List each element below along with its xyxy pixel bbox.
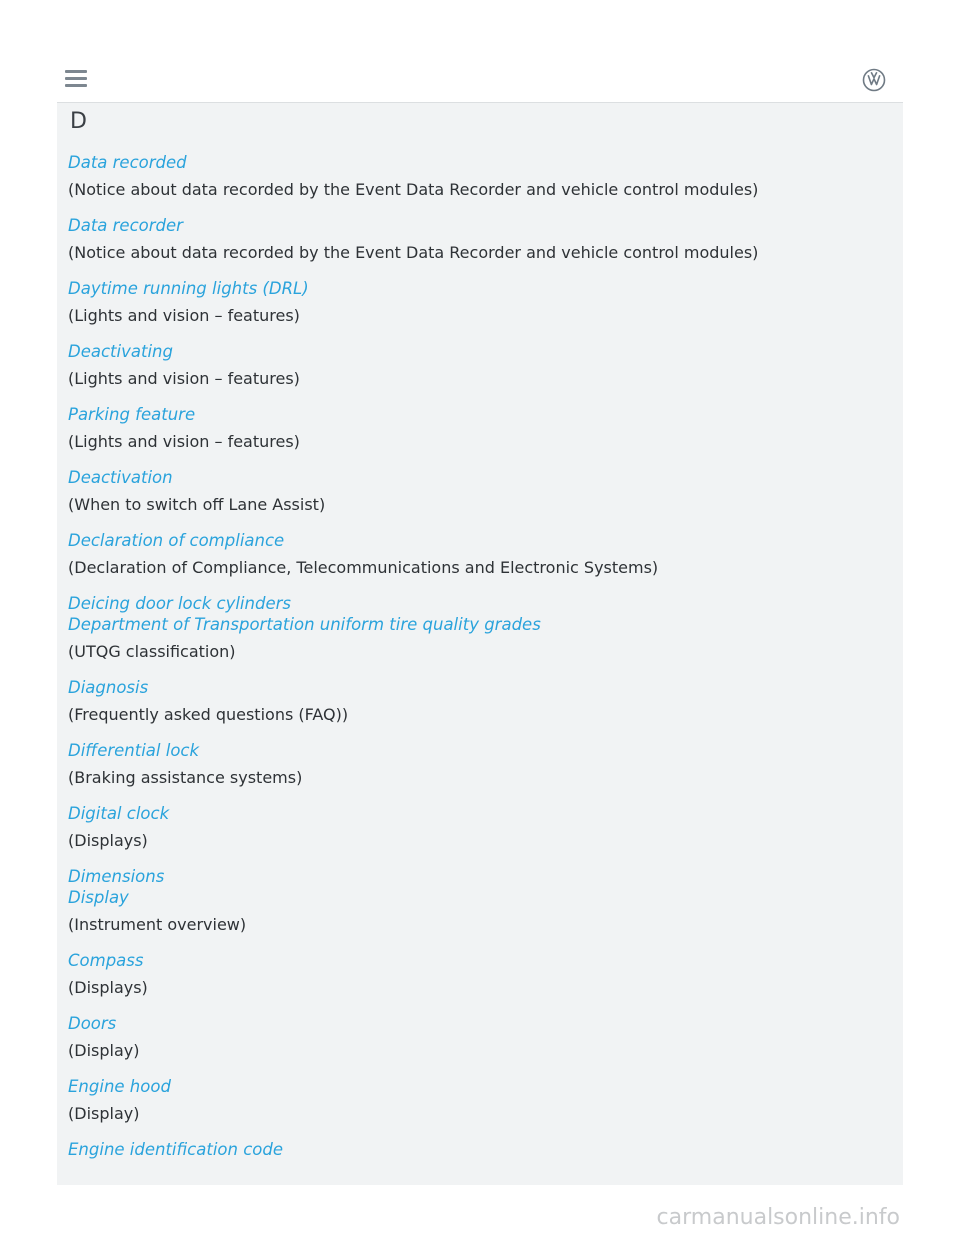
index-entry — [68, 1139, 888, 1160]
index-entry — [68, 1013, 888, 1061]
index-entries — [68, 152, 888, 1160]
index-entry — [68, 614, 888, 662]
index-entry-context: (Declaration of Compliance, Telecommunications and Electronic Systems) — [68, 558, 659, 577]
index-entry-link[interactable]: Engine identification code — [68, 1140, 283, 1159]
index-entry — [68, 593, 888, 614]
index-entry-link[interactable]: Dimensions — [68, 867, 165, 886]
index-entry-context: (Displays) — [68, 831, 148, 850]
index-entry — [68, 278, 888, 326]
index-entry-link[interactable]: Display — [68, 888, 129, 907]
index-entry-context: (Notice about data recorded by the Event Data Recorder and vehicle control modules) — [68, 180, 759, 199]
index-entry-link[interactable]: Doors — [68, 1014, 117, 1033]
index-entry — [68, 887, 888, 935]
index-entry-context: (Display) — [68, 1104, 140, 1123]
index-entry-link[interactable]: Deactivating — [68, 342, 173, 361]
index-entry-link[interactable]: Declaration of compliance — [68, 531, 285, 550]
watermark: carmanualsonline.info — [656, 1205, 900, 1230]
index-entry-context: (Lights and vision – features) — [68, 432, 300, 451]
index-entry-context: (When to switch off Lane Assist) — [68, 495, 326, 514]
index-entry — [68, 866, 888, 887]
index-entry — [68, 677, 888, 725]
index-entry-context: (Lights and vision – features) — [68, 369, 300, 388]
index-entry — [68, 152, 888, 200]
index-entry-link[interactable]: Department of Transportation uniform tire quality grades — [68, 615, 541, 634]
index-entry-link[interactable]: Daytime running lights (DRL) — [68, 279, 309, 298]
index-entry-context: (Notice about data recorded by the Event Data Recorder and vehicle control modules) — [68, 243, 759, 262]
index-panel — [57, 103, 903, 1185]
index-entry-context: (Displays) — [68, 978, 148, 997]
section-letter: D — [70, 109, 87, 134]
index-entry — [68, 803, 888, 851]
index-entry — [68, 530, 888, 578]
index-entry — [68, 341, 888, 389]
index-entry — [68, 1076, 888, 1124]
index-entry-link[interactable]: Compass — [68, 951, 144, 970]
index-entry-link[interactable]: Data recorded — [68, 153, 187, 172]
index-entry-link[interactable]: Digital clock — [68, 804, 170, 823]
index-entry-link[interactable]: Deactivation — [68, 468, 173, 487]
index-entry-context: (Instrument overview) — [68, 915, 247, 934]
index-entry-context: (Lights and vision – features) — [68, 306, 300, 325]
index-entry-link[interactable]: Parking feature — [68, 405, 196, 424]
index-entry-link[interactable]: Diagnosis — [68, 678, 149, 697]
index-entry-context: (Frequently asked questions (FAQ)) — [68, 705, 349, 724]
vw-logo-icon[interactable] — [862, 68, 886, 92]
index-entry-context: (Display) — [68, 1041, 140, 1060]
index-entry-context: (Braking assistance systems) — [68, 768, 303, 787]
app-header — [57, 56, 903, 103]
index-entry — [68, 740, 888, 788]
index-entry — [68, 215, 888, 263]
index-entry-link[interactable]: Engine hood — [68, 1077, 171, 1096]
index-entry-context: (UTQG classification) — [68, 642, 236, 661]
index-entry-link[interactable]: Data recorder — [68, 216, 183, 235]
index-entry-link[interactable]: Deicing door lock cylinders — [68, 594, 291, 613]
index-entry-link[interactable]: Differential lock — [68, 741, 200, 760]
index-entry — [68, 404, 888, 452]
index-entry — [68, 950, 888, 998]
index-entry — [68, 467, 888, 515]
menu-icon[interactable] — [65, 70, 87, 88]
